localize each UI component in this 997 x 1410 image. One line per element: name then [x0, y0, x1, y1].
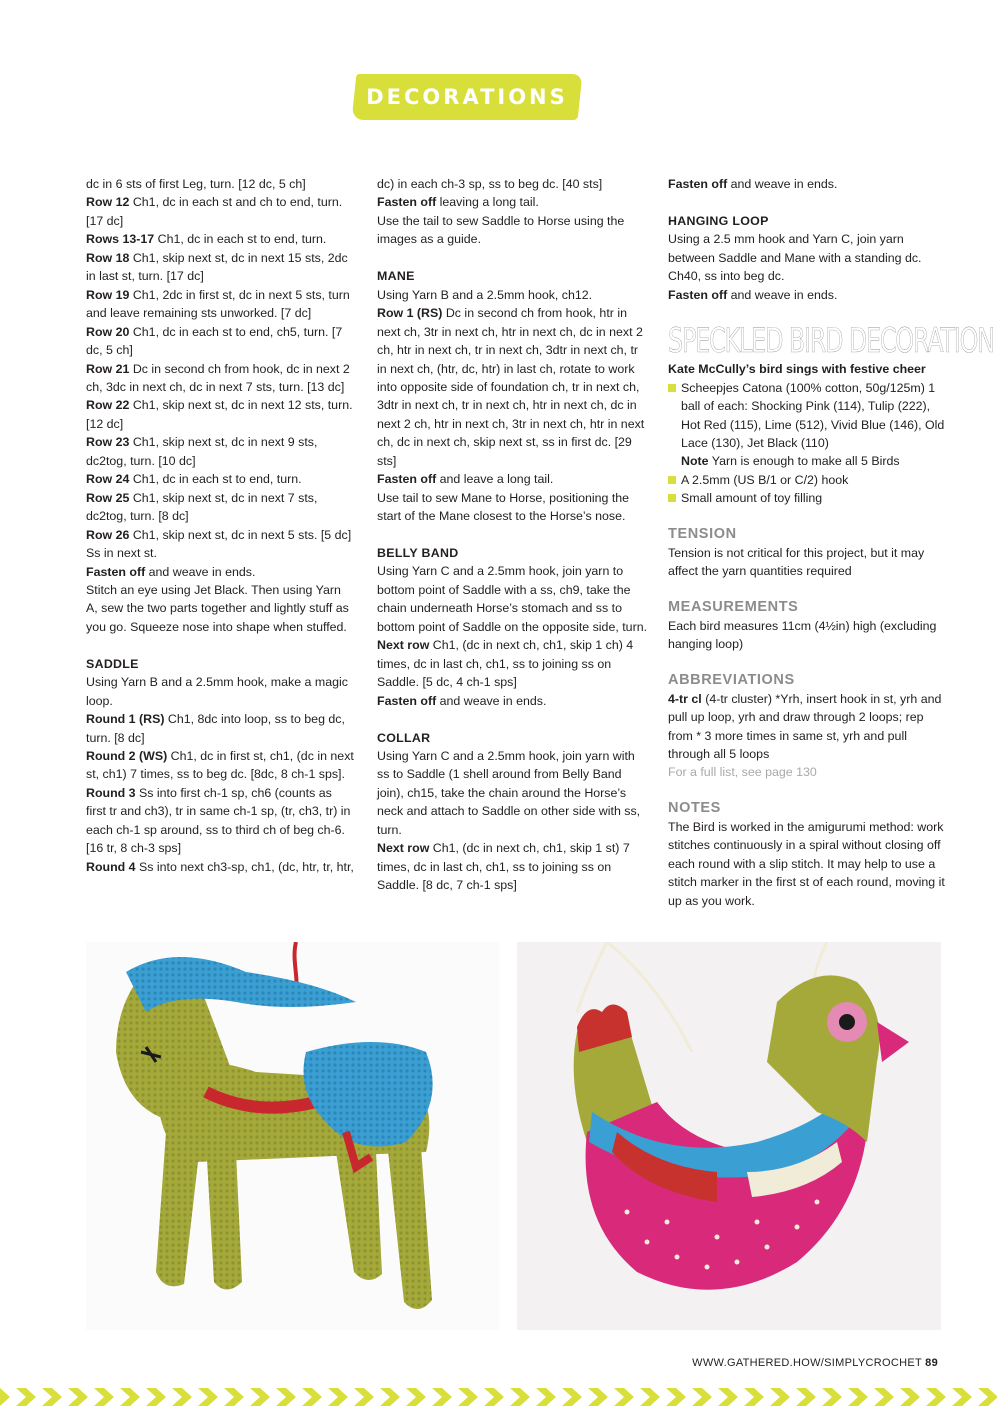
pattern-line [86, 230, 354, 248]
instruction-text: Using Yarn C and a 2.5mm hook, join yarn with ss to Saddle (1 shell around from Belly Band join), ch15, take the chain around the Horse’s neck and attach to Saddle on other side with ss, turn. [377, 749, 641, 837]
crochet-bird-illustration [517, 942, 941, 1330]
instruction-text: Ch1, skip next st, dc in next 5 sts. [5 dc] Ss in next st. [86, 527, 352, 561]
page-number: 89 [925, 1357, 938, 1369]
material-text: Scheepjes Catona (100% cotton, 50g/125m) 1 ball of each: Shocking Pink (114), Tulip (222), Hot Red (115), Lime (512), Vivid Blue (146), Old Lace (130), Jet Black (110) [681, 380, 945, 450]
pattern-line [377, 747, 649, 839]
material-item [668, 489, 948, 507]
saddle-lines [86, 673, 354, 876]
horse-photo [86, 942, 499, 1330]
pattern-line [86, 193, 354, 230]
instruction-text: and weave in ends. [436, 693, 547, 708]
instruction-text: Using Yarn B and a 2.5mm hook, make a magic loop. [86, 675, 348, 708]
measurements-text: Each bird measures 11cm (4½in) high (excluding hanging loop) [668, 618, 937, 652]
instruction-text: and weave in ends. [145, 564, 256, 579]
instruction-text: Using a 2.5 mm hook and Yarn C, join yarn between Saddle and Mane with a standing dc. Ch40, ss into beg dc. [668, 232, 922, 284]
footer [692, 1357, 938, 1369]
instruction-text: Use the tail to sew Saddle to Horse using the images as a guide. [377, 213, 625, 247]
pattern-line [86, 249, 354, 286]
pattern-line [377, 562, 649, 636]
instruction-text: and weave in ends. [727, 287, 838, 302]
horse-front-leg-right [206, 1142, 242, 1290]
instruction-label: Row 23 [86, 435, 130, 450]
collar-heading: COLLAR [377, 730, 431, 745]
measurements-heading: MEASUREMENTS [668, 598, 799, 615]
horse-mane [126, 957, 356, 1012]
instruction-label: Row 25 [86, 490, 130, 505]
instruction-text: leaving a long tail. [436, 195, 539, 210]
pattern-line [86, 360, 354, 397]
pattern-line [377, 286, 649, 304]
instruction-text: Ch1, (dc in next ch, ch1, skip 1 ch) 4 times, dc in last ch, ch1, ss to joining ss on Saddle. [5 dc, 4 ch-1 sps] [377, 638, 634, 690]
instruction-text: dc) in each ch-3 sp, ss to beg dc. [40 sts] [377, 177, 603, 191]
abbreviation-reference: For a full list, see page 130 [668, 765, 817, 780]
instruction-label: Round 2 (WS) [86, 749, 168, 764]
hanging-loop-lines [668, 230, 948, 304]
collar-lines [377, 747, 649, 895]
instruction-label: Row 20 [86, 324, 130, 339]
pattern-line [86, 526, 354, 563]
instruction-text: Using Yarn C and a 2.5mm hook, join yarn to bottom point of Saddle with a ss, ch9, take the chain underneath Horse’s stomach and ss to bottom point of Saddle on the opposite side, turn. [377, 564, 648, 634]
pattern-line [86, 710, 354, 747]
instruction-text: dc in 6 sts of first Leg, turn. [12 dc, 5 ch] [86, 177, 306, 191]
instruction-text: Ss into first ch-1 sp, ch6 (counts as first tr and ch3), tr in same ch-1 sp, (tr, ch3, tr) in each ch-1 sp around, ss to third ch of beg ch-6. [16 tr, 8 ch-3 sps] [86, 785, 351, 856]
materials-list [668, 379, 948, 508]
abbreviations-heading: ABBREVIATIONS [668, 671, 795, 688]
material-note-label: Note [681, 454, 709, 469]
pattern-line [86, 747, 354, 784]
pattern-line [86, 581, 354, 636]
instruction-label: Row 24 [86, 472, 130, 487]
instruction-label: Fasten off [86, 564, 146, 579]
pattern-subtitle: Kate McCully’s bird sings with festive cheer [668, 362, 926, 377]
chevron-border [0, 1384, 997, 1410]
pattern-line [668, 286, 948, 304]
instruction-label: Fasten off [377, 472, 437, 487]
material-item [668, 379, 948, 453]
instruction-label: Row 19 [86, 287, 130, 302]
tension-text: Tension is not critical for this project, but it may affect the yarn quantities required [668, 545, 925, 579]
instruction-label: Round 4 [86, 859, 136, 874]
instruction-text: Dc in second ch from hook, htr in next ch, 3tr in next ch, htr in next ch, dc in next 2 ch, htr in next ch, tr in next ch, 3dtr in next ch, tr in next ch, (htr, dc, htr) in last ch, rotate to work into opposite side of foundation ch, tr in next ch, 3dtr in next ch, tr in next ch, htr in next ch, dc in next 2 ch, htr in next ch, 3tr in next ch, htr in next ch, dc in next ch, skip next st, ss in first dc. [29 sts] [377, 306, 645, 468]
pattern-line [86, 563, 354, 581]
pattern-line [86, 858, 354, 876]
pattern-line [86, 784, 354, 858]
pattern-line [668, 230, 948, 285]
material-item [668, 471, 948, 489]
mane-heading: MANE [377, 269, 415, 284]
instruction-text: Use tail to sew Mane to Horse, positioning the start of the Mane closest to the Horse’s nose. [377, 490, 630, 524]
instruction-label: Next row [377, 638, 430, 653]
col1-lines [86, 175, 354, 636]
column-3 [668, 175, 994, 910]
instruction-text: Ch1, dc in each st and ch to end, turn. [17 dc] [86, 195, 343, 228]
pattern-line [377, 304, 649, 470]
pattern-line [86, 470, 354, 488]
pattern-line [377, 636, 649, 691]
instruction-label: Row 1 (RS) [377, 306, 443, 321]
instruction-text: Ch1, skip next st, dc in next 9 sts, dc2tog, turn. [10 dc] [86, 435, 318, 468]
instruction-label: Row 26 [86, 527, 130, 542]
pattern-line [377, 470, 649, 488]
horse-back-leg-left [336, 1152, 382, 1280]
pattern-line [86, 286, 354, 323]
instruction-text: and leave a long tail. [436, 472, 554, 487]
pattern-line [86, 489, 354, 526]
material-text: Yarn is enough to make all 5 Birds [708, 454, 900, 469]
abbreviation-term: 4-tr cl [668, 691, 702, 706]
column-2 [377, 175, 649, 895]
pattern-line [86, 396, 354, 433]
horse-back-leg-right [386, 1132, 432, 1309]
instruction-label: Row 12 [86, 195, 130, 210]
col3-intro [668, 175, 948, 193]
belly-band-lines [377, 562, 649, 710]
pattern-line [86, 433, 354, 470]
bird-photo [517, 942, 941, 1330]
instruction-text: Using Yarn B and a 2.5mm hook, ch12. [377, 287, 593, 302]
bird-beak [877, 1022, 909, 1062]
material-text: A 2.5mm (US B/1 or C/2) hook [681, 472, 849, 487]
instruction-text: Ch1, 8dc into loop, ss to beg dc, turn. [8 dc] [86, 712, 345, 745]
pattern-title: SPECKLED BIRD DECORATION [668, 321, 994, 362]
pattern-line [377, 212, 649, 249]
pattern-line [377, 175, 649, 193]
instruction-text: Ch1, skip next st, dc in next 7 sts, dc2tog, turn. [8 dc] [86, 490, 318, 524]
instruction-text: Ch1, dc in each st to end, ch5, turn. [7 dc, 5 ch] [86, 324, 343, 358]
notes-text: The Bird is worked in the amigurumi method: work stitches continuously in a spiral without closing off each round with a slip stitch. It may help to use a stitch marker in the first st of each round, moving it up as you work. [668, 819, 945, 908]
pattern-line [377, 193, 649, 211]
notes-heading: NOTES [668, 799, 721, 816]
col2-intro [377, 175, 649, 249]
instruction-label: Row 22 [86, 398, 130, 413]
footer-url[interactable]: WWW.GATHERED.HOW/SIMPLYCROCHET [692, 1357, 922, 1369]
instruction-text: Ch1, skip next st, dc in next 12 sts, turn. [12 dc] [86, 398, 353, 431]
belly-band-heading: BELLY BAND [377, 546, 459, 561]
instruction-label: Rows 13-17 [86, 232, 155, 247]
crochet-horse-illustration [86, 942, 499, 1330]
instruction-text: Ch1, (dc in next ch, ch1, skip 1 st) 7 times, dc in last ch, ch1, ss to joining ss on Saddle. [8 dc, 7 ch-1 sps] [377, 841, 630, 893]
instruction-text: Ss into next ch3-sp, ch1, (dc, htr, tr, htr, [135, 859, 354, 874]
section-label: DECORATIONS [366, 85, 568, 109]
instruction-text: Ch1, dc in each st to end, turn. [154, 232, 327, 247]
material-text: Small amount of toy filling [681, 491, 823, 506]
instruction-label: Row 18 [86, 250, 130, 265]
column-1 [86, 175, 354, 876]
instruction-label: Row 21 [86, 361, 130, 376]
pattern-line [377, 839, 649, 894]
instruction-text: Dc in second ch from hook, dc in next 2 ch, 3dc in next ch, dc in next 7 sts, turn. [13 dc] [86, 361, 350, 394]
pattern-line [86, 175, 354, 193]
instruction-label: Fasten off [668, 287, 728, 302]
instruction-text: Ch1, dc in first st, ch1, (dc in next st, ch1) 7 times, ss to beg dc. [8dc, 8 ch-1 sps]. [86, 749, 354, 782]
saddle-heading: SADDLE [86, 656, 139, 671]
abbreviation-definition: (4-tr cluster) *Yrh, insert hook in st, yrh and pull up loop, yrh and draw through 2 loops; rep from * 3 more times in same st, yrh and pull through all 5 loops [668, 691, 942, 761]
instruction-text: Ch1, 2dc in first st, dc in next 5 sts, turn and leave remaining sts unworked. [7 dc] [86, 287, 350, 321]
hanging-loop-heading: HANGING LOOP [668, 213, 769, 228]
instruction-label: Fasten off [668, 177, 728, 191]
instruction-text: Ch1, skip next st, dc in next 15 sts, 2dc in last st, turn. [17 dc] [86, 250, 348, 284]
pattern-line [668, 175, 948, 193]
bird-eye [839, 1014, 855, 1030]
tension-heading: TENSION [668, 525, 737, 542]
instruction-text: and weave in ends. [727, 177, 838, 191]
pattern-line [377, 692, 649, 710]
mane-lines [377, 286, 649, 526]
instruction-text: Ch1, dc in each st to end, turn. [129, 472, 302, 487]
instruction-label: Fasten off [377, 693, 437, 708]
pattern-line [377, 489, 649, 526]
instruction-text: Stitch an eye using Jet Black. Then using Yarn A, sew the two parts together and lightly stuff as you go. Squeeze nose into shape when stuffed. [86, 582, 349, 634]
instruction-label: Fasten off [377, 195, 437, 210]
instruction-label: Round 3 [86, 785, 136, 800]
material-item [668, 452, 948, 470]
pattern-line [86, 323, 354, 360]
pattern-line [86, 673, 354, 710]
abbreviation-entry [668, 690, 948, 764]
instruction-label: Next row [377, 841, 430, 856]
instruction-label: Round 1 (RS) [86, 712, 165, 727]
